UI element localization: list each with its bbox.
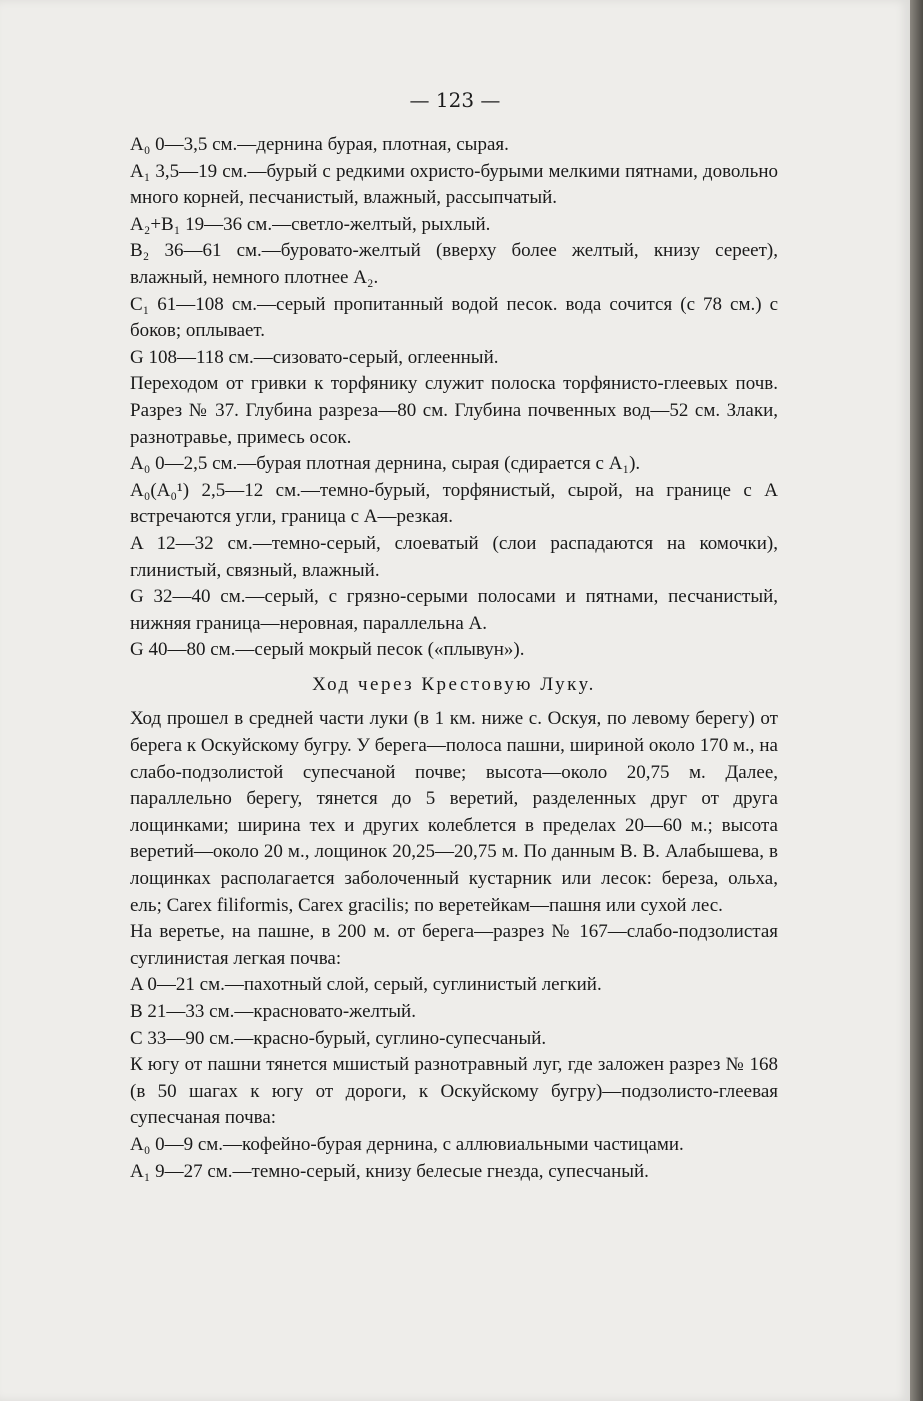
paragraph: Ход прошел в средней части луки (в 1 км. ниже с. Оскуя, по левому берегу) от берега к Оскуйскому бугру. У берега—полоса пашни, шириной около 170 м., на слабо-подзолистой супесчаной почве; высота—около 20,75 м. Далее, параллельно берегу, тянется до 5 веретий, разделенных друг от друга лощинками; ширина тех и других колеблется в пределах 20—60 м.; высота веретий—около 20 м., лощинок 20,25—20,75 м. По данным В. В. Алабышева, в лощинках располагается заболоченный кустарник или лесок: береза, ольха, ель; Carex filiformis, Carex gracilis; по веретейкам—пашня или сухой лес. <box>130 708 778 916</box>
paragraph: A₀ 0—3,5 см.—дернина бурая, плотная, сырая. <box>130 134 509 155</box>
paragraph: B₂ 36—61 см.—буровато-желтый (вверху более желтый, книзу сереет), влажный, немного плотнее A₂. <box>130 240 778 288</box>
paragraph: G 32—40 см.—серый, с грязно-серыми полосами и пятнами, песчанистый, нижняя граница—неровная, параллельна A. <box>130 586 778 634</box>
paragraph: A₀(A₀¹) 2,5—12 см.—темно-бурый, торфянистый, сырой, на границе с A встречаются угли, граница с A—резкая. <box>130 479 778 528</box>
paragraph: A 0—21 см.—пахотный слой, серый, суглинистый легкий. <box>130 974 602 996</box>
page-number: — 123 — <box>409 88 501 112</box>
paragraph: A 12—32 см.—темно-серый, слоеватый (слои распадаются на комочки), глинистый, связный, влажный. <box>130 532 778 581</box>
paragraph: G 40—80 см.—серый мокрый песок («плывун»). <box>130 639 525 661</box>
paragraph: B 21—33 см.—красновато-желтый. <box>130 1001 416 1022</box>
paragraph: C 33—90 см.—красно-бурый, суглино-супесчаный. <box>130 1027 547 1049</box>
paragraph: Переходом от гривки к торфянику служит полоска торфянисто-глеевых почв. Разрез № 37. Глубина разреза—80 см. Глубина почвенных вод—52 см. Злаки, разнотравье, примесь осок. <box>130 373 778 448</box>
section-heading: Ход через Крестовую Луку. <box>312 673 596 695</box>
paragraph: A₀ 0—9 см.—кофейно-бурая дернина, с аллювиальными частицами. <box>130 1133 684 1155</box>
paragraph: На веретье, на пашне, в 200 м. от берега—разрез № 167—слабо-подзолистая суглинистая легкая почва: <box>130 921 778 969</box>
paragraph: A₂+B₁ 19—36 см.—светло-желтый, рыхлый. <box>130 213 491 235</box>
page-edge <box>910 0 923 1401</box>
paragraph: C₁ 61—108 см.—серый пропитанный водой песок. вода сочится (с 78 см.) с боков; оплывает. <box>130 293 778 342</box>
page-body <box>130 132 778 1185</box>
paragraph: A₁ 3,5—19 см.—бурый с редкими охристо-бурыми мелкими пятнами, довольно много корней, песчанистый, влажный, рассыпчатый. <box>130 160 778 209</box>
paragraph: A₀ 0—2,5 см.—бурая плотная дернина, сырая (сдирается с A₁). <box>130 453 641 475</box>
paragraph: К югу от пашни тянется мшистый разнотравный луг, где заложен разрез № 168 (в 50 шагах к югу от дороги, к Оскуйскому бугру)—подзолисто-глеевая супесчаная почва: <box>130 1054 778 1129</box>
paragraph: A₁ 9—27 см.—темно-серый, книзу белесые гнезда, супесчаный. <box>130 1160 649 1182</box>
paragraph: G 108—118 см.—сизовато-серый, оглеенный. <box>130 346 499 368</box>
